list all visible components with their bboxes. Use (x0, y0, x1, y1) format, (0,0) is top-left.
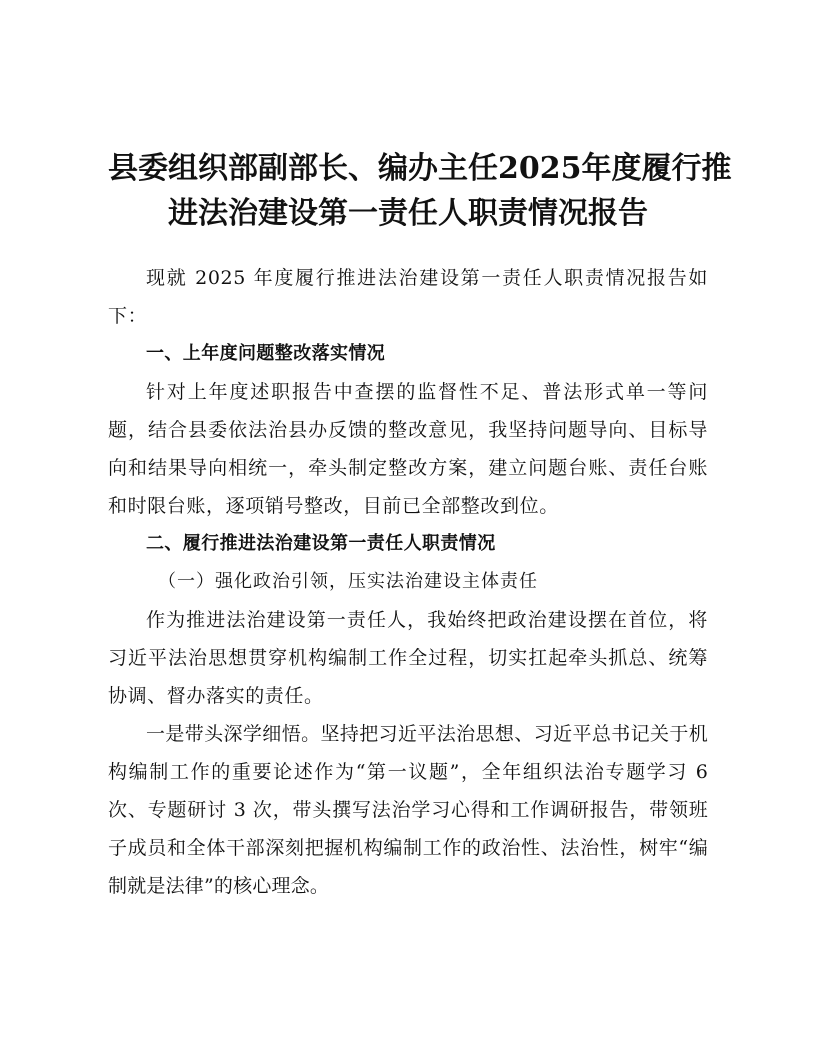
section-2-paragraph-1: 作为推进法治建设第一责任人，我始终把政治建设摆在首位，将习近平法治思想贯穿机构编制工作全过程，切实扛起牵头抓总、统筹协调、督办落实的责任。 (108, 609, 708, 707)
intro-paragraph: 现就 2025 年度履行推进法治建设第一责任人职责情况报告如下： (108, 267, 708, 327)
document-page (108, 146, 732, 905)
section-1-paragraph: 针对上年度述职报告中查摆的监督性不足、普法形式单一等问题，结合县委依法治县办反馈的整改意见，我坚持问题导向、目标导向和结果导向相统一，牵头制定整改方案，建立问题台账、责任台账和时限台账，逐项销号整改，目前已全部整改到位。 (108, 381, 708, 517)
title-line-2: 进法治建设第一责任人职责情况报告 (168, 196, 648, 231)
title-line-1: 县委组织部副部长、编办主任2025年度履行推 (108, 151, 732, 186)
section-2-paragraph-2: 一是带头深学细悟。坚持把习近平法治思想、习近平总书记关于机构编制工作的重要论述作为“第一议题”，全年组织法治专题学习 6 次、专题研讨 3 次，带头撰写法治学习心得和工作调研报告，带领班子成员和全体干部深刻把握机构编制工作的政治性、法治性，树牢“编制就是法律”的核心理念。 (108, 723, 708, 897)
document-body (108, 259, 708, 905)
section-2-subheading: （一）强化政治引领，压实法治建设主体责任 (158, 571, 538, 592)
document-title (108, 146, 732, 236)
section-1-heading: 一、上年度问题整改落实情况 (146, 343, 386, 364)
section-2-heading: 二、履行推进法治建设第一责任人职责情况 (146, 533, 496, 554)
